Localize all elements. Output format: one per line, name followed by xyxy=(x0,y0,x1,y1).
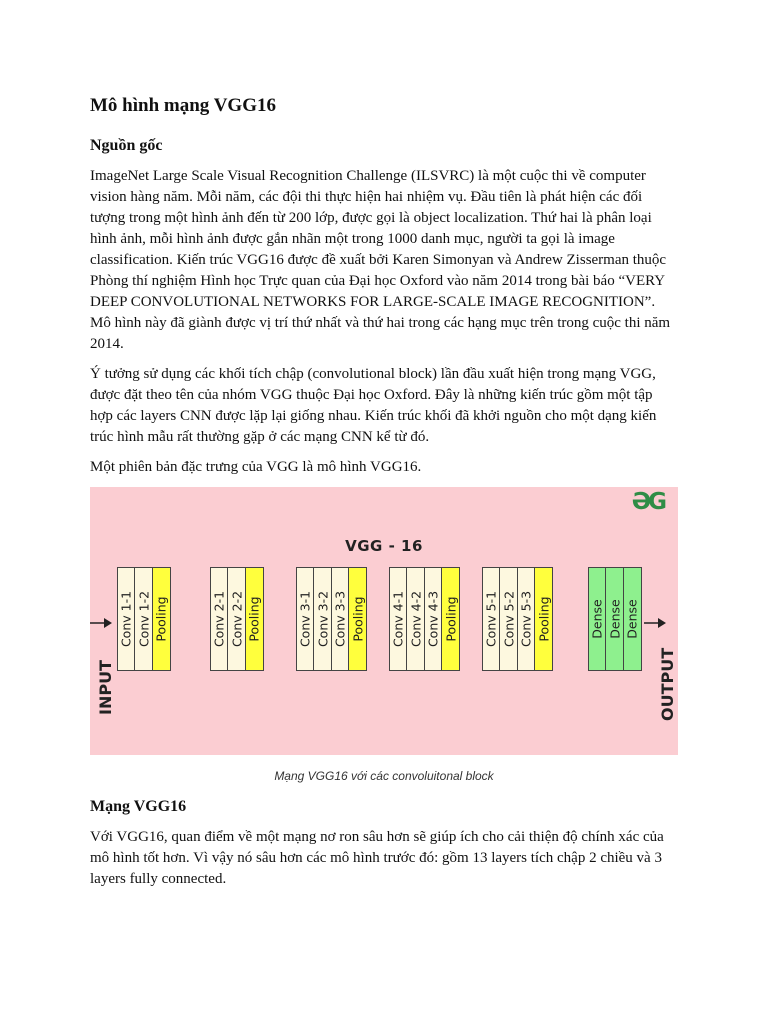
layer-label: Conv 5-1 xyxy=(483,590,499,648)
page-title: Mô hình mạng VGG16 xyxy=(90,95,276,116)
conv-layer xyxy=(389,567,408,671)
layer-label: Conv 3-2 xyxy=(315,590,330,648)
layer-label: Pooling xyxy=(536,596,551,642)
section-heading-vgg16: Mạng VGG16 xyxy=(90,798,187,815)
conv-layer xyxy=(331,567,350,671)
conv-layer xyxy=(406,567,425,671)
conv-layer xyxy=(424,567,443,671)
output-label: OUTPUT xyxy=(658,647,677,721)
dense-layer xyxy=(588,567,607,671)
input-label: INPUT xyxy=(96,660,115,715)
dense-layer xyxy=(623,567,642,671)
layer-block xyxy=(118,567,171,671)
layer-label: Conv 4-3 xyxy=(425,590,441,648)
layer-label: Dense xyxy=(607,599,622,639)
conv-layer xyxy=(482,567,501,671)
layer-label: Conv 5-3 xyxy=(518,590,534,648)
layer-label: Pooling xyxy=(153,596,169,642)
layer-label: Dense xyxy=(624,599,640,639)
conv-layer xyxy=(210,567,229,671)
conv-layer xyxy=(134,567,153,671)
paragraph: Ý tưởng sử dụng các khối tích chập (convolutional block) lần đầu xuất hiện trong mạng VGG, được đặt theo tên của nhóm VGG thuộc Đại học Oxford. Đây là những kiến trúc gồm một tập hợp các layers CNN được lặp lại giống nhau. Kiến trúc khối đã khởi nguồn cho một dạng kiến trúc hình mẫu rất thường gặp ở các mạng CNN kể từ đó. xyxy=(90,366,657,445)
layer-label: Conv 1-2 xyxy=(136,590,151,648)
output-arrow-icon xyxy=(644,616,668,630)
section-heading-origin: Nguồn gốc xyxy=(90,137,163,154)
input-arrow-icon xyxy=(90,616,114,630)
diagram-title: VGG - 16 xyxy=(345,537,423,555)
paragraph: ImageNet Large Scale Visual Recognition Challenge (ILSVRC) là một cuộc thi về computer vision hàng năm. Mỗi năm, các đội thi thực hiện hai nhiệm vụ. Đầu tiên là phát hiện các đối tượng trong một hình ảnh đến từ 200 lớp, được gọi là object localization. Thứ hai là phân loại hình ảnh, mỗi hình ảnh được gắn nhãn một trong 1000 danh mục, người ta gọi là image classification. Kiến trúc VGG16 được đề xuất bởi Karen Simonyan và Andrew Zisserman thuộc Phòng thí nghiệm Hình học Trực quan của Đại học Oxford vào năm 2014 trong bài báo “VERY DEEP CONVOLUTIONAL NETWORKS FOR LARGE-SCALE IMAGE RECOGNITION”. Mô hình này đã giành được vị trí thứ nhất và thứ hai trong các hạng mục trên trong cuộc thi năm 2014. xyxy=(90,168,671,352)
layer-label: Dense xyxy=(589,599,605,639)
layer-block xyxy=(390,567,460,671)
layer-label: Pooling xyxy=(246,596,262,642)
layer-label: Conv 4-2 xyxy=(408,590,423,648)
geeksforgeeks-logo: ƏG xyxy=(631,489,664,515)
layer-label: Conv 4-1 xyxy=(390,590,406,648)
dense-layer xyxy=(605,567,624,671)
vgg16-diagram xyxy=(90,487,678,755)
layer-label: Conv 2-1 xyxy=(211,590,227,648)
paragraph: Một phiên bản đặc trưng của VGG là mô hình VGG16. xyxy=(90,459,422,475)
conv-layer xyxy=(117,567,136,671)
layer-block xyxy=(483,567,553,671)
pooling-layer xyxy=(152,567,171,671)
conv-layer xyxy=(296,567,315,671)
pooling-layer xyxy=(534,567,553,671)
layer-block xyxy=(211,567,264,671)
figure-caption: Mạng VGG16 với các convoluitonal block xyxy=(274,769,494,783)
layer-label: Pooling xyxy=(350,596,365,642)
layer-label: Conv 5-2 xyxy=(501,590,516,648)
layer-label: Pooling xyxy=(443,596,458,642)
pooling-layer xyxy=(348,567,367,671)
conv-layer xyxy=(313,567,332,671)
conv-layer xyxy=(499,567,518,671)
pooling-layer xyxy=(245,567,264,671)
layer-label: Conv 2-2 xyxy=(229,590,244,648)
conv-layer xyxy=(517,567,536,671)
layer-block xyxy=(297,567,367,671)
pooling-layer xyxy=(441,567,460,671)
document-content xyxy=(90,92,678,899)
layer-block xyxy=(589,567,642,671)
paragraph: Với VGG16, quan điểm về một mạng nơ ron sâu hơn sẽ giúp ích cho cải thiện độ chính xác của mô hình tốt hơn. Vì vậy nó sâu hơn các mô hình trước đó: gồm 13 layers tích chập 2 chiều và 3 layers fully connected. xyxy=(90,829,664,887)
layer-label: Conv 3-3 xyxy=(332,590,348,648)
layer-label: Conv 3-1 xyxy=(297,590,313,648)
layer-label: Conv 1-1 xyxy=(118,590,134,648)
conv-layer xyxy=(227,567,246,671)
